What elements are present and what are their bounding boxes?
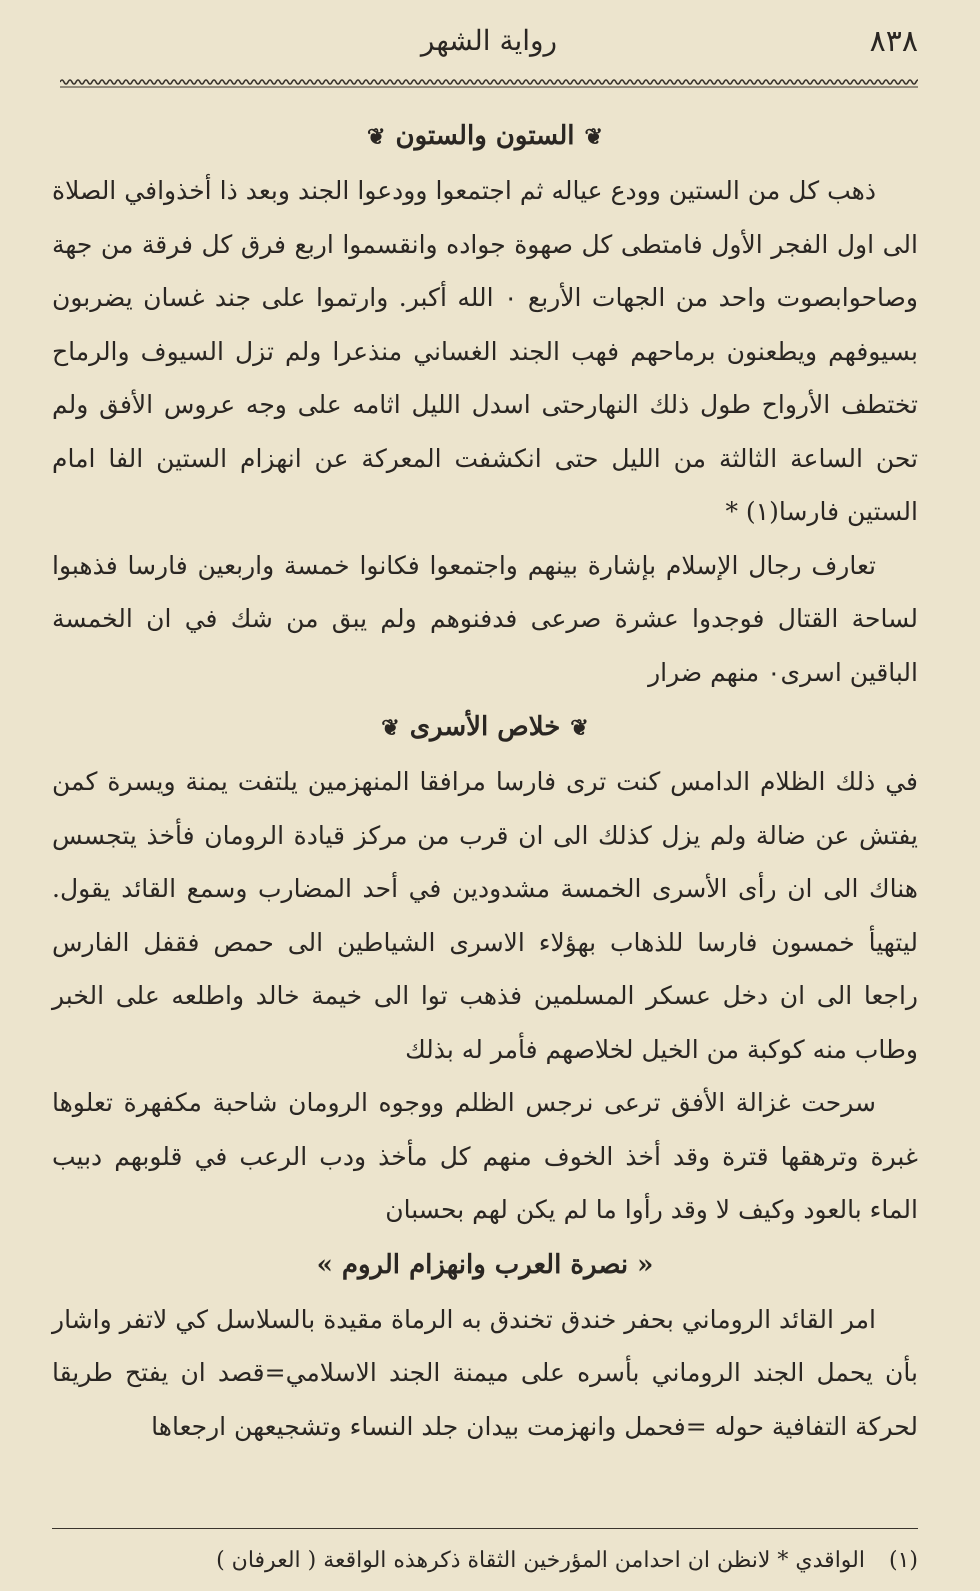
section-body-prisoners [52,755,918,1237]
page-header [60,14,918,66]
footnote-marker: (١) [888,1548,918,1573]
footnote-text: الواقدي * لانظن ان احدامن المؤرخين الثقاة ذكرهذه الواقعة ( العرفان ) [216,1548,865,1573]
ornament-icon: ❦ [584,124,603,150]
paragraph: ذهب كل من الستين وودع عياله ثم اجتمعوا وودعوا الجند وبعد ذا أخذوافي الصلاة الى اول الفجر الأول فامتطى كل صهوة جواده وانقسموا اربع فرق كل فرقة من جهة وصاحوابصوت واحد من الجهات الأربع ٠ الله أكبر. وارتموا على جند غسان يضربون بسيوفهم ويطعنون برماحهم فهب الجند الغساني منذعرا ولم تزل السيوف والرماح تختطف الأرواح طول ذلك النهارحتى اسدل الليل اثامه على وجه عروس الأفق ولم تحن الساعة الثالثة من الليل حتى انكشفت المعركة عن انهزام الستين الفا امام الستين فارسا(١) * [52,176,919,526]
ornament-icon: ❦ [367,124,386,150]
section-heading-prisoners: ❦خلاص الأسرى❦ [381,712,589,742]
paragraph: في ذلك الظلام الدامس كنت ترى فارسا مرافقا المنهزمين يلتفت يمنة ويسرة كمن يفتش عن ضالة ولم يزل كذلك الى ان قرب من مركز قيادة الرومان فأخذ يتجسس هناك الى ان رأى الأسرى الخمسة مشدودين في أحد المضارب وسمع القائد يقول. ليتهيأ خمسون فارسا للذهاب بهؤلاء الاسرى الشياطين الى حمص فقفل الفارس راجعا الى ان دخل عسكر المسلمين فذهب توا الى خيمة خالد واطلعه على الخبر وطاب منه كوكبة من الخيل لخلاصهم فأمر له بذلك [52,767,918,1064]
section-body-sixty [52,164,918,699]
running-title: رواية الشهر [420,24,558,57]
page-number: ٨٣٨ [869,24,918,59]
footnote [60,1548,918,1573]
header-wavy-rule [60,78,918,88]
section-body-victory [52,1293,918,1454]
paragraph: امر القائد الروماني بحفر خندق تخندق به الرماة مقيدة بالسلاسل كي لاتفر واشار بأن يحمل الجند الروماني بأسره على ميمنة الجند الاسلامي=قصد ان يفتح طريقا لحركة التفافية حوله =فحمل وانهزمت بيدان جلد النساء وتشجيعهن ارجعاها [52,1304,918,1441]
section-heading-sixty: ❦الستون والستون❦ [367,121,603,151]
paragraph: سرحت غزالة الأفق ترعى نرجس الظلم ووجوه الرومان شاحبة مكفهرة تعلوها غبرة وترهقها قترة وقد أخذ الخوف منهم كل مأخذ ودب الرعب في قلوبهم دبيب الماء بالعود وكيف لا وقد رأوا ما لم يكن لهم بحسبان [52,1088,918,1224]
footnote-divider [52,1528,918,1529]
ornament-icon: ❦ [570,715,589,741]
ornament-icon: ❦ [381,715,400,741]
page-body [52,108,918,1521]
section-heading-victory: « نصرة العرب وانهزام الروم » [316,1249,654,1280]
paragraph: تعارف رجال الإسلام بإشارة بينهم واجتمعوا فكانوا خمسة واربعين فارسا فذهبوا لساحة القتال فوجدوا عشرة صرعى فدفنوهم ولم يبق من شك في ان الخمسة الباقين اسرى٠ منهم ضرار [52,550,918,687]
